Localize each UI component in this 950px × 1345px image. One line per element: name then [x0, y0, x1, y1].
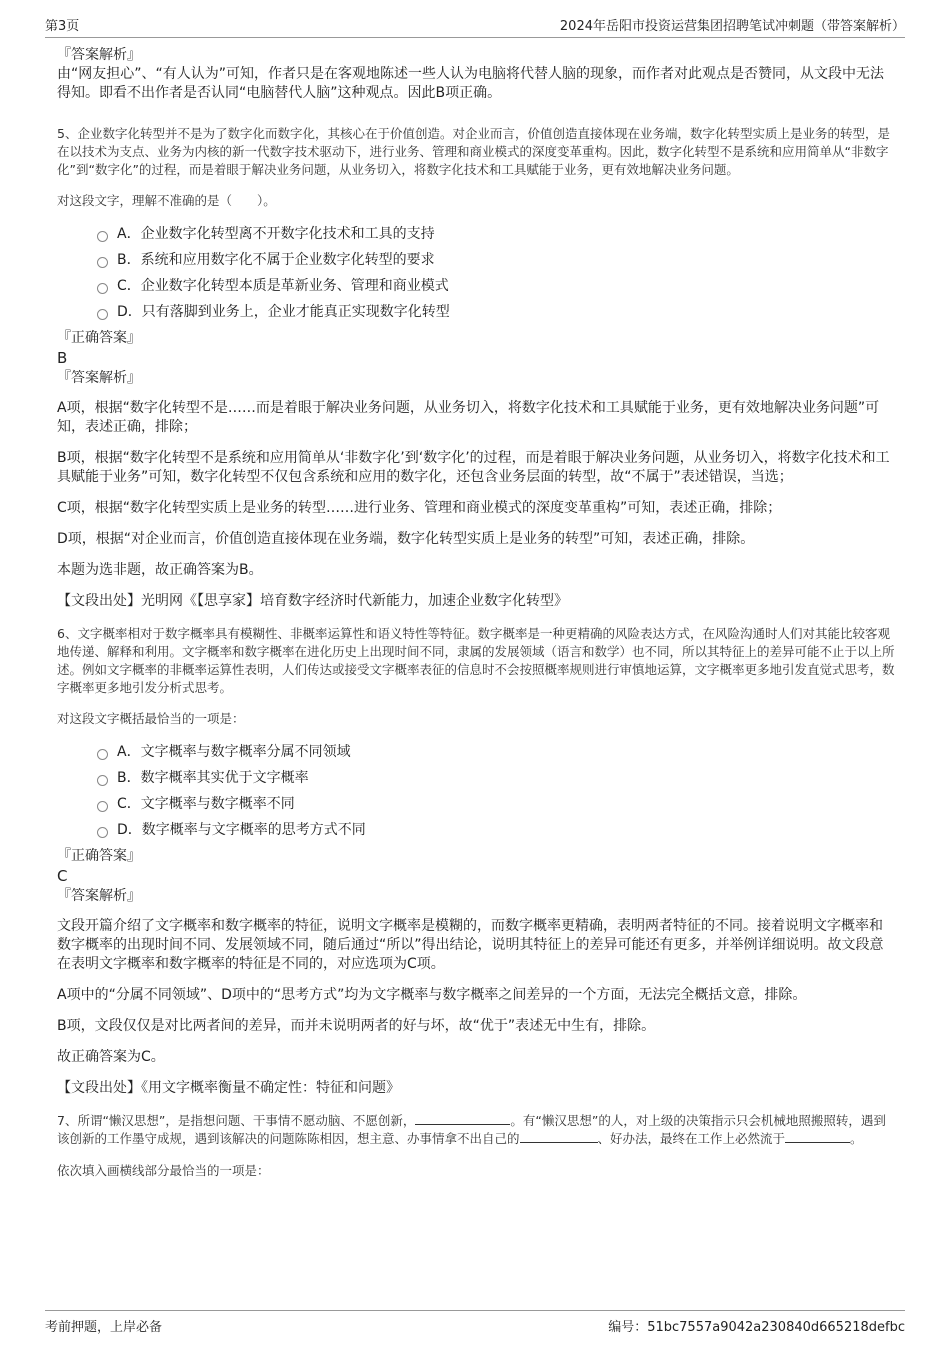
q5-analysis-c: C项，根据“数字化转型实质上是业务的转型……进行业务、管理和商业模式的深度变革重构”可知，表述正确，排除； — [57, 500, 782, 516]
q6-options — [57, 739, 895, 843]
q5-source: 【文段出处】光明网《【思享家】培育数字经济时代新能力，加速企业数字化转型》 — [57, 593, 568, 609]
q5-options — [57, 221, 895, 325]
q5-option-a[interactable] — [97, 221, 895, 247]
q6-passage: 6、文字概率相对于数字概率具有模糊性、非概率运算性和语义特性等特征。数字概率是一种更精确的风险表达方式，在风险沟通时人们对其能比较客观地传递、解释和利用。文字概率和数字概率在进化历史上出现时间不同，隶属的发展领域（语言和数学）也不同，所以其特征上的差异可能不止于以上所述。例如文字概率的非概率运算性表明，人们传达或接受文字概率表征的信息时不会按照概率规则进行审慎地运算，文字概率更多地引发直觉式思考，数字概率更多地引发分析式思考。 — [57, 626, 895, 695]
q6-option-d[interactable] — [97, 817, 895, 843]
q4-analysis: 由“网友担心”、“有人认为”可知，作者只是在客观地陈述一些人认为电脑将代替人脑的现象，而作者对此观点是否赞同，从文段中无法得知。即看不出作者是否认同“电脑替代人脑”这种观点。因此B项正确。 — [57, 66, 885, 101]
q5-analysis-conclusion: 本题为选非题，故正确答案为B。 — [57, 562, 263, 578]
page-content — [57, 45, 895, 1180]
q5-option-b[interactable] — [97, 247, 895, 273]
radio-icon[interactable] — [97, 801, 108, 812]
q5-analysis-d: D项，根据“对企业而言，价值创造直接体现在业务端，数字化转型实质上是业务的转型”可知，表述正确，排除。 — [57, 531, 755, 547]
q6-analysis-main: 文段开篇介绍了文字概率和数字概率的特征，说明文字概率是模糊的，而数字概率更精确，表明两者特征的不同。接着说明文字概率和数字概率的出现时间不同、发展领域不同，随后通过“所以”得出结论，说明其特征上的差异可能还有更多，并举例详细说明。故文段意在表明文字概率和数字概率的特征是不同的，对应选项为C项。 — [57, 918, 884, 972]
q6-analysis-label: 『答案解析』 — [57, 888, 141, 904]
footer-code — [608, 1316, 905, 1335]
radio-icon[interactable] — [97, 309, 108, 320]
footer-code-label: 编号： — [608, 1320, 648, 1335]
q6-option-c[interactable] — [97, 791, 895, 817]
q7-text-3: 、好办法，最终在工作上必然流于 — [597, 1131, 786, 1146]
radio-icon[interactable] — [97, 231, 108, 242]
footer-code-value: 51bc7557a9042a230840d665218defbc — [647, 1320, 905, 1335]
q6-analysis-conclusion: 故正确答案为C。 — [57, 1049, 165, 1065]
q5-analysis-label: 『答案解析』 — [57, 370, 141, 386]
option-label: D．数字概率与文字概率的思考方式不同 — [117, 822, 366, 838]
q7-question: 依次填入画横线部分最恰当的一项是： — [57, 1163, 270, 1178]
q6-correct-answer: C — [57, 867, 68, 885]
radio-icon[interactable] — [97, 257, 108, 268]
q5-option-c[interactable] — [97, 273, 895, 299]
option-label: B．系统和应用数字化不属于企业数字化转型的要求 — [117, 252, 435, 268]
q7-blank-1 — [415, 1112, 510, 1125]
footer-slogan: 考前押题，上岸必备 — [45, 1320, 163, 1335]
radio-icon[interactable] — [97, 283, 108, 294]
q5-passage: 5、企业数字化转型并不是为了数字化而数字化，其核心在于价值创造。对企业而言，价值创造直接体现在业务端，数字化转型实质上是业务的转型，是在以技术为支点、业务为内核的新一代数字技术驱动下，进行业务、管理和商业模式的深度变革重构。因此，数字化转型不是系统和应用简单从“非数字化”到“数字化”的过程，而是着眼于解决业务问题，从业务切入，将数字化技术和工具赋能于业务，更有效地解决业务问题。 — [57, 126, 890, 177]
q5-correct-label: 『正确答案』 — [57, 330, 141, 346]
q5-question: 对这段文字，理解不准确的是（ ）。 — [57, 193, 276, 208]
q6-analysis-b: B项，文段仅仅是对比两者间的差异，而并未说明两者的好与坏，故“优于”表述无中生有，排除。 — [57, 1018, 656, 1034]
q6-source: 【文段出处】《用文字概率衡量不确定性：特征和问题》 — [57, 1080, 400, 1096]
page-number: 第3页 — [45, 19, 80, 34]
q7-blank-3 — [785, 1130, 850, 1143]
q7-blank-2 — [520, 1130, 598, 1143]
option-label: C．文字概率与数字概率不同 — [117, 796, 295, 812]
q7-text-2: 。有“懒汉思想”的人，对上级的决策指示只会机械地照搬照转，遇到该创新的工作墨守成规，遇到该解决的问题陈陈相因，想主意、办事情拿不出自己的 — [57, 1113, 886, 1146]
doc-title: 2024年岳阳市投资运营集团招聘笔试冲刺题（带答案解析） — [559, 19, 905, 34]
q7-passage — [57, 1112, 895, 1148]
q6-question: 对这段文字概括最恰当的一项是： — [57, 711, 245, 726]
q7-text-1: 7、所谓“懒汉思想”，是指想问题、干事情不愿动脑、不愿创新， — [57, 1113, 416, 1128]
option-label: C．企业数字化转型本质是革新业务、管理和商业模式 — [117, 278, 449, 294]
q7-text-4: 。 — [850, 1131, 863, 1146]
q5-option-d[interactable] — [97, 299, 895, 325]
option-label: A．文字概率与数字概率分属不同领域 — [117, 744, 351, 760]
q4-analysis-label: 『答案解析』 — [57, 47, 141, 63]
radio-icon[interactable] — [97, 827, 108, 838]
q6-analysis-ad: A项中的“分属不同领域”、D项中的“思考方式”均为文字概率与数字概率之间差异的一个方面，无法完全概括文意，排除。 — [57, 987, 807, 1003]
option-label: B．数字概率其实优于文字概率 — [117, 770, 309, 786]
page-footer — [45, 1310, 905, 1335]
q5-analysis-b: B项，根据“数字化转型不是系统和应用简单从‘非数字化’到‘数字化’的过程，而是着眼于解决业务问题，从业务切入，将数字化技术和工具赋能于业务”可知，数字化转型不仅包含系统和应用的数字化，还包含业务层面的转型，故“不属于”表述错误，当选； — [57, 450, 890, 485]
option-label: D．只有落脚到业务上，企业才能真正实现数字化转型 — [117, 304, 450, 320]
q6-correct-label: 『正确答案』 — [57, 848, 141, 864]
q5-analysis-a: A项，根据“数字化转型不是……而是着眼于解决业务问题，从业务切入，将数字化技术和工具赋能于业务，更有效地解决业务问题”可知，表述正确，排除； — [57, 400, 880, 435]
q5-correct-answer: B — [57, 349, 68, 367]
q6-option-a[interactable] — [97, 739, 895, 765]
radio-icon[interactable] — [97, 749, 108, 760]
radio-icon[interactable] — [97, 775, 108, 786]
option-label: A．企业数字化转型离不开数字化技术和工具的支持 — [117, 226, 435, 242]
q6-option-b[interactable] — [97, 765, 895, 791]
page-header — [45, 12, 905, 38]
